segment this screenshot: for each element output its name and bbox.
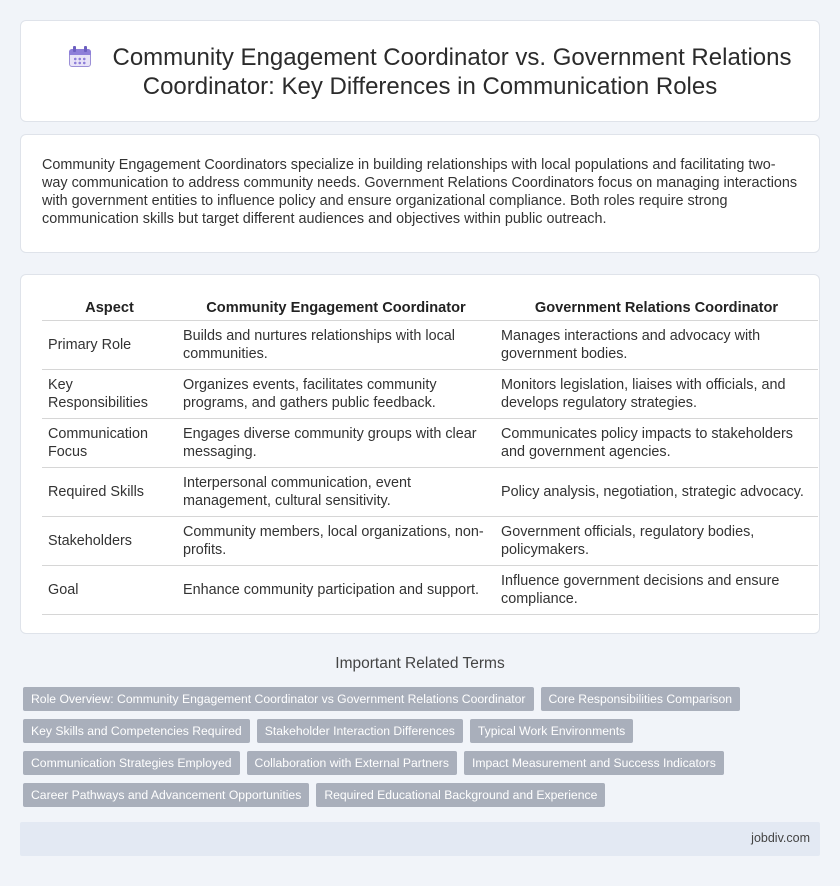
table-cell: Interpersonal communication, event management, cultural sensitivity. bbox=[177, 467, 495, 516]
column-header: Aspect bbox=[42, 297, 177, 320]
related-term-tag[interactable]: Communication Strategies Employed bbox=[23, 751, 240, 775]
page-title-text: Community Engagement Coordinator vs. Government Relations Coordinator: Key Differences in Communication Roles bbox=[112, 44, 792, 100]
intro-card bbox=[20, 134, 820, 253]
related-term-tag[interactable]: Typical Work Environments bbox=[470, 719, 633, 743]
table-row bbox=[42, 467, 818, 516]
related-term-tag[interactable]: Required Educational Background and Experience bbox=[316, 783, 605, 807]
table-cell: Communication Focus bbox=[42, 418, 177, 467]
table-cell: Goal bbox=[42, 565, 177, 614]
table-row bbox=[42, 565, 818, 614]
calendar-icon bbox=[69, 46, 91, 67]
table-cell: Communicates policy impacts to stakeholders and government agencies. bbox=[495, 418, 818, 467]
table-cell: Stakeholders bbox=[42, 516, 177, 565]
footer bbox=[20, 822, 820, 856]
table-cell: Enhance community participation and support. bbox=[177, 565, 495, 614]
table-header-row bbox=[42, 297, 818, 320]
table-row bbox=[42, 516, 818, 565]
related-terms-title: Important Related Terms bbox=[335, 655, 505, 672]
related-term-tag[interactable]: Impact Measurement and Success Indicators bbox=[464, 751, 724, 775]
table-cell: Engages diverse community groups with clear messaging. bbox=[177, 418, 495, 467]
table-row bbox=[42, 418, 818, 467]
table-cell: Monitors legislation, liaises with officials, and develops regulatory strategies. bbox=[495, 369, 818, 418]
table-cell: Primary Role bbox=[42, 320, 177, 369]
page-title bbox=[61, 43, 799, 101]
table-cell: Builds and nurtures relationships with local communities. bbox=[177, 320, 495, 369]
table-row bbox=[42, 320, 818, 369]
comparison-table-card bbox=[20, 274, 820, 634]
footer-site-link[interactable]: jobdiv.com bbox=[751, 831, 810, 845]
table-cell: Influence government decisions and ensure compliance. bbox=[495, 565, 818, 614]
related-term-tag[interactable]: Career Pathways and Advancement Opportunities bbox=[23, 783, 309, 807]
related-term-tag[interactable]: Collaboration with External Partners bbox=[247, 751, 457, 775]
related-terms-list bbox=[23, 687, 803, 815]
table-cell: Government officials, regulatory bodies, policymakers. bbox=[495, 516, 818, 565]
related-term-tag[interactable]: Key Skills and Competencies Required bbox=[23, 719, 250, 743]
related-term-tag[interactable]: Stakeholder Interaction Differences bbox=[257, 719, 463, 743]
table-row bbox=[42, 369, 818, 418]
comparison-table bbox=[42, 297, 818, 615]
related-term-tag[interactable]: Role Overview: Community Engagement Coordinator vs Government Relations Coordinator bbox=[23, 687, 534, 711]
column-header: Community Engagement Coordinator bbox=[177, 297, 495, 320]
table-cell: Community members, local organizations, non-profits. bbox=[177, 516, 495, 565]
table-cell: Manages interactions and advocacy with government bodies. bbox=[495, 320, 818, 369]
related-term-tag[interactable]: Core Responsibilities Comparison bbox=[541, 687, 741, 711]
intro-text: Community Engagement Coordinators specialize in building relationships with local populations and facilitating two-way communication to address community needs. Government Relations Coordinators focus on managing interactions with government entities to influence policy and ensure organizational compliance. Both roles require strong communication skills but target different audiences and objectives within public outreach. bbox=[42, 157, 798, 227]
table-cell: Policy analysis, negotiation, strategic advocacy. bbox=[495, 467, 818, 516]
table-cell: Key Responsibilities bbox=[42, 369, 177, 418]
column-header: Government Relations Coordinator bbox=[495, 297, 818, 320]
table-cell: Organizes events, facilitates community programs, and gathers public feedback. bbox=[177, 369, 495, 418]
header-card bbox=[20, 20, 820, 122]
table-cell: Required Skills bbox=[42, 467, 177, 516]
